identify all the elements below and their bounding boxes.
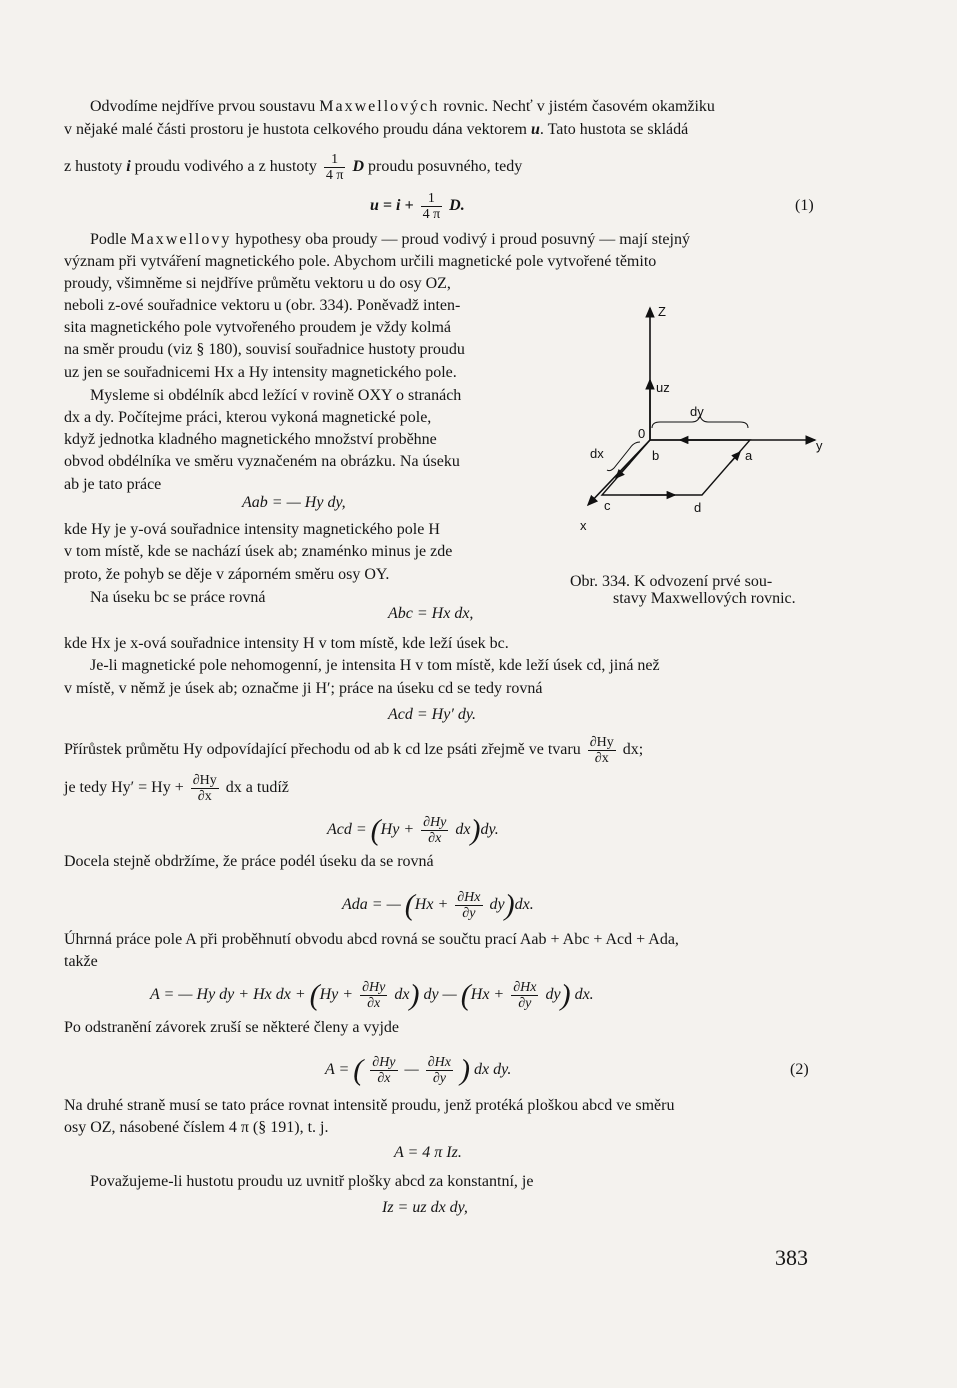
label-a: a xyxy=(745,448,753,463)
text-line: kde Hy je y-ová souřadnice intensity magnetického pole H xyxy=(64,521,440,538)
text-line: Úhrnná práce pole A při proběhnutí obvodu abcd rovná se součtu prací Aab + Abc + Acd + Ada, xyxy=(64,931,679,948)
page-number: 383 xyxy=(775,1245,808,1270)
equation-Iz: Iz = uz dx dy, xyxy=(382,1199,468,1216)
text-line: obvod obdélníka ve směru vyznačeném na obrázku. Na úseku xyxy=(64,453,460,470)
equation-A-4pi: A = 4 π Iz. xyxy=(394,1144,462,1161)
text-line: Mysleme si obdélník abcd ležící v rovině OXY o stranách xyxy=(90,387,462,404)
text-line: Podle Maxwellovy hypothesy oba proudy — proud vodivý i proud posuvný — mají stejný xyxy=(90,231,690,248)
text-line: dx a dy. Počítejme práci, kterou vykoná magnetické pole, xyxy=(64,409,432,426)
label-c: c xyxy=(604,498,611,513)
figure-caption: stavy Maxwellových rovnic. xyxy=(613,590,796,607)
equation-ab: Aab = — Hy dy, xyxy=(242,494,346,511)
equation-bc: Abc = Hx dx, xyxy=(388,605,474,622)
arrow-bc xyxy=(616,463,630,478)
figure-334 xyxy=(580,300,840,550)
text-line: Odvodíme nejdříve prvou soustavu Maxwellových rovnic. Nechť v jistém časovém okamžiku xyxy=(90,98,715,115)
text-line: Na druhé straně musí se tato práce rovnat intensitě proudu, jenž protéká ploškou abcd ve směru xyxy=(64,1097,675,1114)
label-b: b xyxy=(652,448,660,463)
text-line: v nějaké malé části prostoru je hustota celkového proudu dána vektorem u. Tato hustota se skládá xyxy=(64,121,689,138)
text-line: sita magnetického pole vytvořeného proudem je vždy kolmá xyxy=(64,319,451,336)
label-y: y xyxy=(816,438,823,453)
text-line: na směr proudu (viz § 180), souvisí souřadnice hustoty proudu xyxy=(64,341,465,358)
equation-number: (1) xyxy=(795,197,814,214)
text-line: proto, že pohyb se děje v záporném směru osy OY. xyxy=(64,566,390,583)
text-line: ab je tato práce xyxy=(64,476,162,493)
text-line: uz jen se souřadnicemi Hx a Hy intensity magnetického pole. xyxy=(64,364,457,381)
label-uz: uz xyxy=(656,380,670,395)
label-dx: dx xyxy=(590,446,604,461)
label-x: x xyxy=(580,518,587,533)
equation-number: (2) xyxy=(790,1061,809,1078)
equation-cd: Acd = Hy′ dy. xyxy=(388,706,477,723)
text-line: Považujeme-li hustotu proudu uz uvnitř plošky abcd za konstantní, je xyxy=(90,1173,534,1190)
label-z: Z xyxy=(658,304,666,319)
equation-2: A = ( $\frac{\partial Hy}{\partial x}$ — $\frac{\partial Hx}{\partial y}$ ) dx dy. xyxy=(325,1053,512,1087)
text-line: takže xyxy=(64,953,98,970)
label-origin: 0 xyxy=(638,426,646,441)
text-line: z hustoty i proudu vodivého a z hustoty $\frac{1}{4 \pi}$ D proudu posuvného, tedy xyxy=(64,152,523,183)
text-line: Je-li magnetické pole nehomogenní, je intensita H v tom místě, kde leží úsek cd, jiná než xyxy=(90,657,660,674)
text-line: Na úseku bc se práce rovná xyxy=(90,589,266,606)
arrow-da xyxy=(730,452,740,463)
text-line: Přírůstek průmětu Hy odpovídající přechodu od ab k cd lze psáti zřejmě ve tvaru $\frac{\partial Hy}{\partial x}$ dx; xyxy=(64,735,644,766)
text-line: v místě, v němž je úsek ab; označme ji H′; práce na úseku cd se tedy rovná xyxy=(64,680,543,697)
equation-A: A = — Hy dy + Hx dx + (Hy + $\frac{\partial Hy}{\partial x}$ dx) dy — (Hx + $\frac{\partial Hx}{\partial y}$ dy) dx. xyxy=(150,978,594,1012)
equation-cd2: Acd = (Hy + $\frac{\partial Hy}{\partial x}$ dx)dy. xyxy=(327,813,499,847)
text-line: osy OZ, násobené číslem 4 π (§ 191), t. j. xyxy=(64,1119,329,1136)
text-line: Po odstranění závorek zruší se některé členy a vyjde xyxy=(64,1019,399,1036)
text-line: neboli z-ové souřadnice vektoru u (obr. 334). Poněvadž inten- xyxy=(64,297,461,314)
text-line: když jednotka kladného magnetického množství proběhne xyxy=(64,431,437,448)
text-line: význam při vytváření magnetického pole. Abychom určili magnetické pole vytvořené těmito xyxy=(64,253,657,270)
equation-da: Ada = — (Hx + $\frac{\partial Hx}{\partial y}$ dy)dx. xyxy=(342,888,534,922)
equation-1: u = i + $\frac{1}{4 \pi}$ D. xyxy=(370,191,465,222)
text-line: kde Hx je x-ová souřadnice intensity H v tom místě, kde leží úsek bc. xyxy=(64,635,509,652)
text-line: proudy, všimněme si nejdříve průmětu vektoru u do osy OZ, xyxy=(64,275,451,292)
fraction: $\frac{1}{4 \pi}$ xyxy=(325,152,344,183)
text-line: Docela stejně obdržíme, že práce podél úseku da se rovná xyxy=(64,853,434,870)
label-dy: dy xyxy=(690,404,704,419)
figure-caption: Obr. 334. K odvození prvé sou- xyxy=(570,573,773,590)
text-line: v tom místě, kde se nachází úsek ab; znaménko minus je zde xyxy=(64,543,453,560)
text-line: je tedy Hy′ = Hy + $\frac{\partial Hy}{\partial x}$ dx a tudíž xyxy=(64,773,289,804)
label-d: d xyxy=(694,500,702,515)
